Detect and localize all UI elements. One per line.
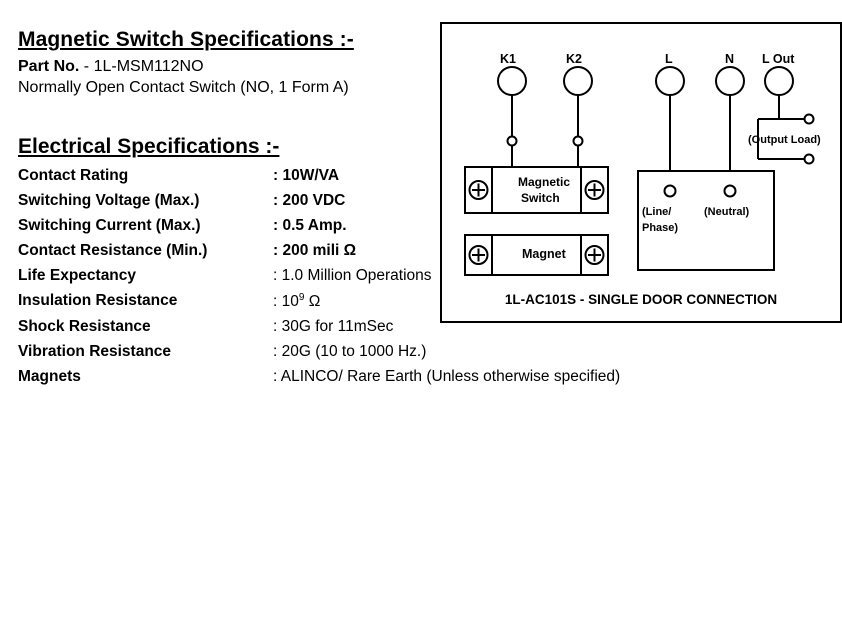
spec-label: Contact Resistance (Min.) [18,242,208,259]
spec-value: : 0.5 Amp. [273,217,347,234]
spec-label: Shock Resistance [18,318,151,336]
line-phase-annotation-line2: Phase) [642,222,679,234]
part-number-label: Part No. [18,58,80,75]
switch-type-description: Normally Open Contact Switch (NO, 1 Form A) [18,79,349,96]
wiring-diagram [442,24,840,321]
spec-label: Life Expectancy [18,267,137,284]
terminal-circle-lout [765,67,793,95]
connection-block [638,171,774,270]
spec-label: Insulation Resistance [18,292,178,309]
terminal-label-k2: K2 [566,52,582,66]
terminal-circle-n [716,67,744,95]
terminal-label-lout: L Out [762,52,795,66]
terminal-label-k1: K1 [500,52,516,66]
magnetic-switch-label-line1: Magnetic [518,175,571,189]
spec-label: Switching Voltage (Max.) [18,192,200,209]
wiring-diagram-box [440,22,842,323]
spec-label: Magnets [18,368,81,386]
output-load-annotation: (Output Load) [748,134,821,146]
spec-value: : 200 VDC [273,192,346,209]
terminal-label-n: N [725,52,735,66]
table-row [18,368,620,393]
spec-label: Contact Rating [18,167,129,184]
spec-value: : ALINCO/ Rare Earth (Unless otherwise specified) [273,368,621,386]
terminal-circle-k2 [564,67,592,95]
terminal-circle-l [656,67,684,95]
spec-value: : 1.0 Million Operations [273,267,432,284]
spec-value: : 30G for 11mSec [273,318,394,336]
wiring-diagram-graphic [442,24,840,321]
magnetic-switch-label-line2: Switch [521,191,560,205]
neutral-annotation: (Neutral) [704,206,750,218]
spec-value: : 10W/VA [273,167,340,184]
spec-label: Vibration Resistance [18,343,172,361]
part-number-value: - 1L-MSM112NO [83,58,204,75]
electrical-specifications-title: Electrical Specifications :- [18,135,280,158]
spec-value: : 200 mili Ω [273,242,357,259]
diagram-caption: 1L-AC101S - SINGLE DOOR CONNECTION [504,292,778,307]
terminal-circle-k1 [498,67,526,95]
magnetic-switch-body [465,167,608,213]
table-row [18,343,620,368]
spec-label: Switching Current (Max.) [18,217,201,234]
page-title: Magnetic Switch Specifications :- [18,28,354,51]
magnet-label: Magnet [522,247,566,261]
line-phase-annotation-line1: (Line/ [642,206,672,218]
terminal-label-l: L [665,52,673,66]
spec-value: : 20G (10 to 1000 Hz.) [273,343,427,361]
spec-value: : $10^9$ Ω [273,292,321,311]
